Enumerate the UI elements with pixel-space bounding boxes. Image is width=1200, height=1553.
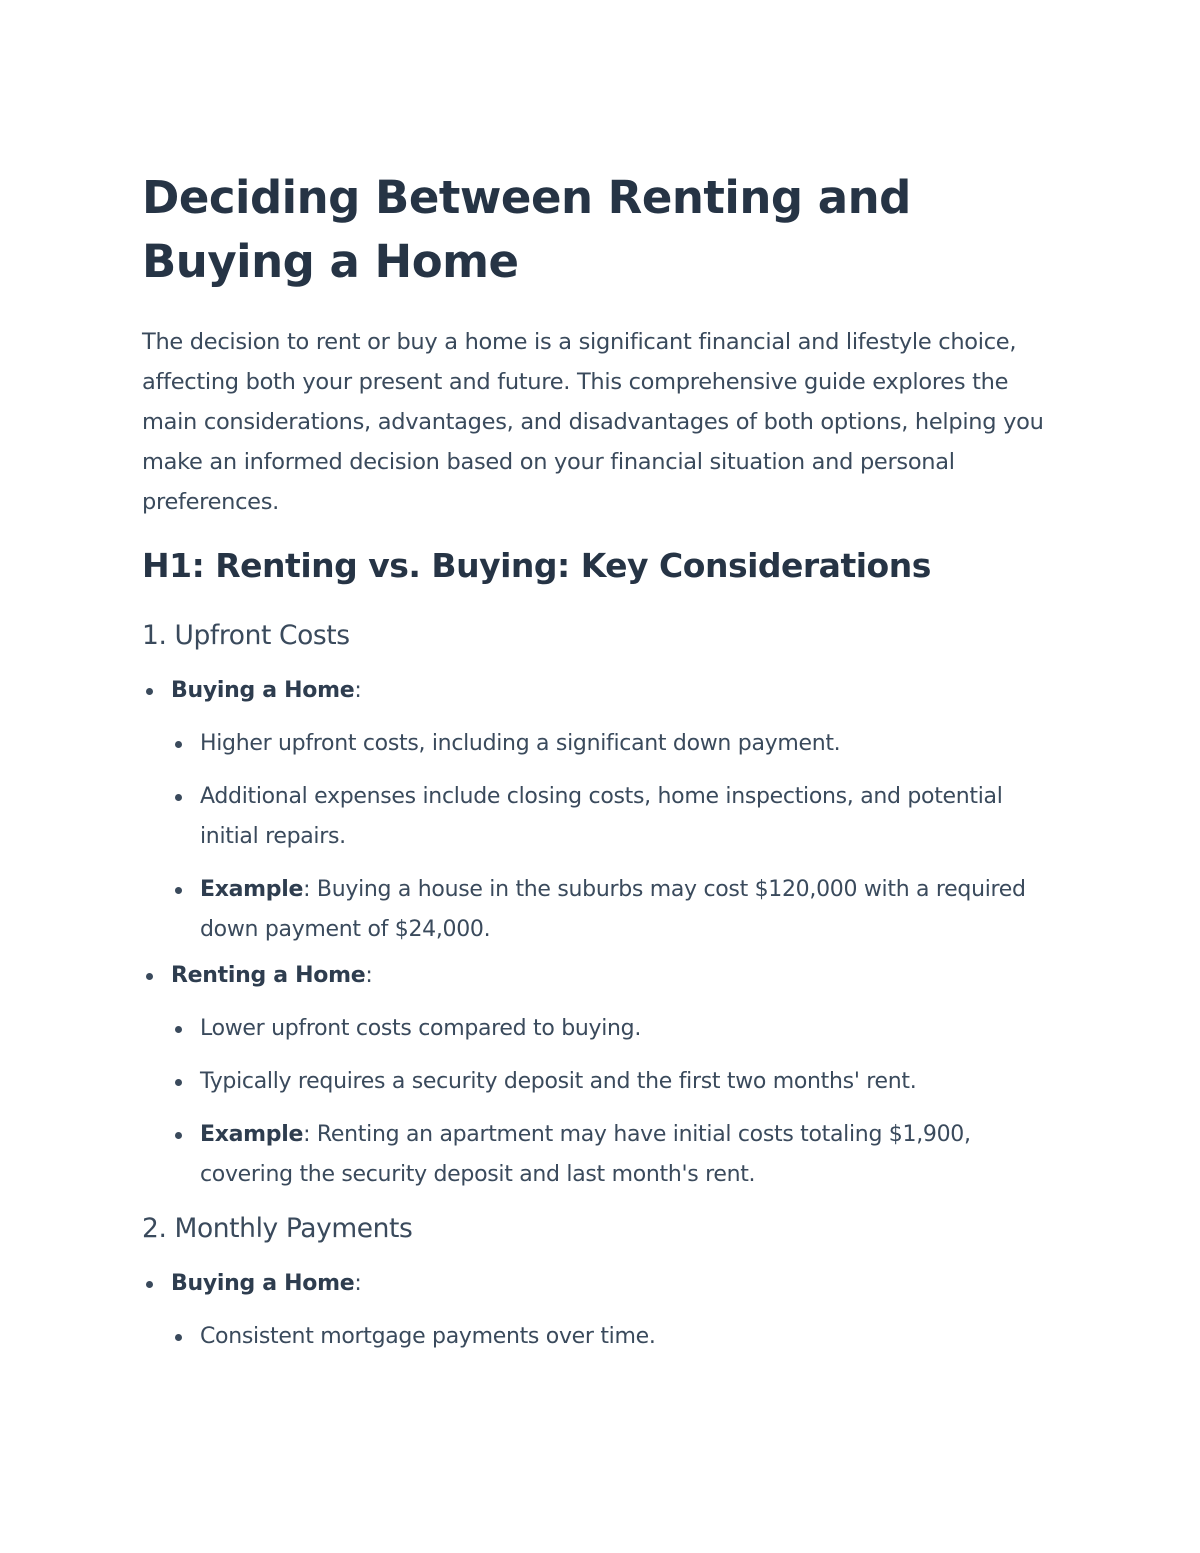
list-item [171, 1317, 1060, 1357]
subsection-heading: 1. Upfront Costs [142, 620, 350, 651]
group-label: Buying a Home [171, 1271, 355, 1296]
intro-paragraph: The decision to rent or buy a home is a significant financial and lifestyle choice, affecting both your present and future. This comprehensive guide explores the main considerations, advantages, and disadvantages of both options, helping you make an informed decision based on your financial situation and personal preferences. [142, 329, 1044, 515]
item-text: Additional expenses include closing costs, home inspections, and potential initial repairs. [200, 784, 1003, 849]
subsection-heading: 2. Monthly Payments [142, 1213, 413, 1244]
group-list [142, 671, 1060, 1195]
group-label-suffix: : [354, 678, 362, 703]
group-label: Buying a Home [171, 678, 355, 703]
detail-list [171, 1317, 1060, 1357]
list-item-renting-a-home [142, 956, 1060, 1195]
list-item [171, 1062, 1060, 1102]
item-text: Buying a house in the suburbs may cost $120,000 with a required down payment of $24,000. [200, 877, 1026, 942]
list-item-example [171, 870, 1060, 950]
item-text: Lower upfront costs compared to buying. [200, 1016, 642, 1041]
group-label-suffix: : [354, 1271, 362, 1296]
subsection-upfront-costs [142, 616, 1060, 1195]
item-text: Renting an apartment may have initial costs totaling $1,900, covering the security deposit and last month's rent. [200, 1122, 971, 1187]
document-title: Deciding Between Renting and Buying a Home [142, 171, 911, 288]
group-label-suffix: : [365, 963, 373, 988]
item-text: Higher upfront costs, including a significant down payment. [200, 731, 841, 756]
example-label: Example [200, 877, 304, 902]
item-text: Consistent mortgage payments over time. [200, 1324, 656, 1349]
detail-list [171, 724, 1060, 950]
list-item [171, 724, 1060, 764]
list-item-buying-a-home [142, 671, 1060, 950]
group-list [142, 1264, 1060, 1357]
example-label-suffix: : [303, 1122, 311, 1147]
list-item [171, 777, 1060, 857]
detail-list [171, 1009, 1060, 1195]
list-item [171, 1009, 1060, 1049]
list-item-example [171, 1115, 1060, 1195]
example-label-suffix: : [303, 877, 311, 902]
group-label: Renting a Home [171, 963, 366, 988]
subsection-monthly-payments [142, 1209, 1060, 1357]
section-heading: H1: Renting vs. Buying: Key Considerations [142, 546, 931, 585]
example-label: Example [200, 1122, 304, 1147]
item-text: Typically requires a security deposit and the first two months' rent. [200, 1069, 917, 1094]
list-item-buying-a-home [142, 1264, 1060, 1357]
